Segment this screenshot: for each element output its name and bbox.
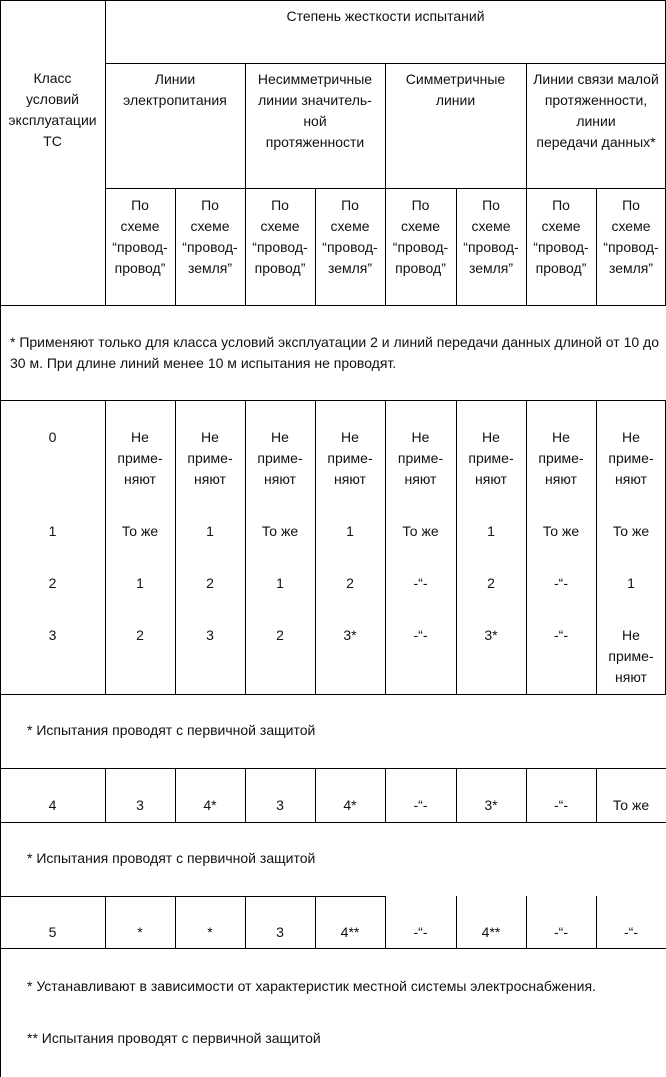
table-cell: -“-	[554, 924, 568, 940]
footnote-primary-protection: * Испытания проводят с первичной защитой	[27, 722, 316, 738]
table-cell: 3*	[484, 627, 498, 643]
scheme-wire-wire: По схеме “провод- провод”	[533, 197, 589, 276]
table-cell: 3	[276, 924, 284, 940]
table-cell: То же	[261, 523, 299, 539]
footnote-primary-protection: * Испытания проводят с первичной защитой	[27, 850, 316, 866]
severity-header: Степень жесткости испытаний	[286, 8, 485, 24]
class-value: 3	[48, 627, 57, 643]
table-cell: 4*	[343, 797, 357, 813]
table-cell: *	[207, 924, 213, 940]
table-cell: 1	[276, 575, 284, 591]
class-value: 2	[48, 575, 57, 591]
table-cell: То же	[542, 523, 580, 539]
table-cell: *	[137, 924, 143, 940]
table-cell: Не приме- няют	[608, 429, 654, 487]
class-value: 5	[48, 924, 57, 940]
class-value: 1	[48, 523, 57, 539]
table-cell: -“-	[554, 575, 568, 591]
scheme-wire-ground: По схеме “провод- земля”	[463, 197, 519, 276]
table-cell: 3	[136, 797, 144, 813]
class-value: 4	[48, 797, 57, 813]
table-cell: 2	[487, 575, 495, 591]
table-cell: То же	[612, 797, 650, 813]
table-cell: 1	[136, 575, 144, 591]
scheme-wire-wire: По схеме “провод- провод”	[392, 197, 449, 276]
footnote-data-lines: * Применяют только для класса условий эксплуатации 2 и линий передачи данных длиной от 10 до 30 м. При длине линий менее 10 м испытания не проводят.	[10, 334, 659, 371]
scheme-wire-ground: По схеме “провод- земля”	[322, 197, 378, 276]
table-cell: -“-	[413, 575, 428, 591]
table-cell: 4**	[481, 924, 501, 940]
table-cell: -“-	[413, 627, 428, 643]
group-asymmetric-lines: Несимметричные линии значитель- ной протяженности	[257, 71, 373, 150]
table-cell: 2	[346, 575, 354, 591]
table-cell: -“-	[624, 924, 638, 940]
class-column-header: Класс условий эксплуатации ТС	[8, 70, 97, 149]
table-cell: Не приме- няют	[608, 627, 654, 685]
table-cell: 3	[206, 627, 214, 643]
table-cell: 4**	[340, 924, 360, 940]
table-cell: 2	[136, 627, 144, 643]
table-cell: 2	[276, 627, 284, 643]
table-cell: Не приме- няют	[327, 429, 373, 487]
table-cell: Не приме- няют	[397, 429, 444, 487]
scheme-wire-wire: По схеме “провод- провод”	[112, 197, 168, 276]
scheme-wire-ground: По схеме “провод- земля”	[603, 197, 659, 276]
table-cell: То же	[121, 523, 159, 539]
table-cell: То же	[402, 523, 439, 539]
group-symmetric-lines: Симметричные линии	[405, 71, 506, 108]
table-cell: -“-	[554, 797, 568, 813]
table-cell: 1	[206, 523, 214, 539]
table-cell: 2	[206, 575, 214, 591]
table-cell: 3*	[343, 627, 357, 643]
table-cell: То же	[612, 523, 650, 539]
group-power-lines: Линии электропитания	[123, 71, 227, 108]
footnote-local-power-system: * Устанавливают в зависимости от характеристик местной системы электроснабжения.	[27, 978, 596, 994]
table-cell: 1	[487, 523, 495, 539]
group-data-lines: Линии связи малой протяженности, линии передачи данных*	[533, 71, 659, 150]
table-cell: -“-	[554, 627, 568, 643]
table-cell: 3*	[484, 797, 498, 813]
scheme-wire-wire: По схеме “провод- провод”	[252, 197, 308, 276]
table-cell: Не приме- няют	[538, 429, 584, 487]
table-cell: 1	[627, 575, 635, 591]
footnote-primary-protection: ** Испытания проводят с первичной защитой	[27, 1030, 321, 1046]
table-cell: Не приме- няют	[257, 429, 303, 487]
class-value: 0	[48, 429, 57, 445]
table-cell: 3	[276, 797, 284, 813]
table-cell: 4*	[203, 797, 217, 813]
table-cell: Не приме- няют	[468, 429, 514, 487]
table-cell: Не приме- няют	[117, 429, 163, 487]
table-cell: -“-	[413, 924, 428, 940]
table-cell: Не приме- няют	[187, 429, 233, 487]
table-cell: 1	[346, 523, 354, 539]
table-cell: -“-	[413, 797, 428, 813]
scheme-wire-ground: По схеме “провод- земля”	[182, 197, 238, 276]
